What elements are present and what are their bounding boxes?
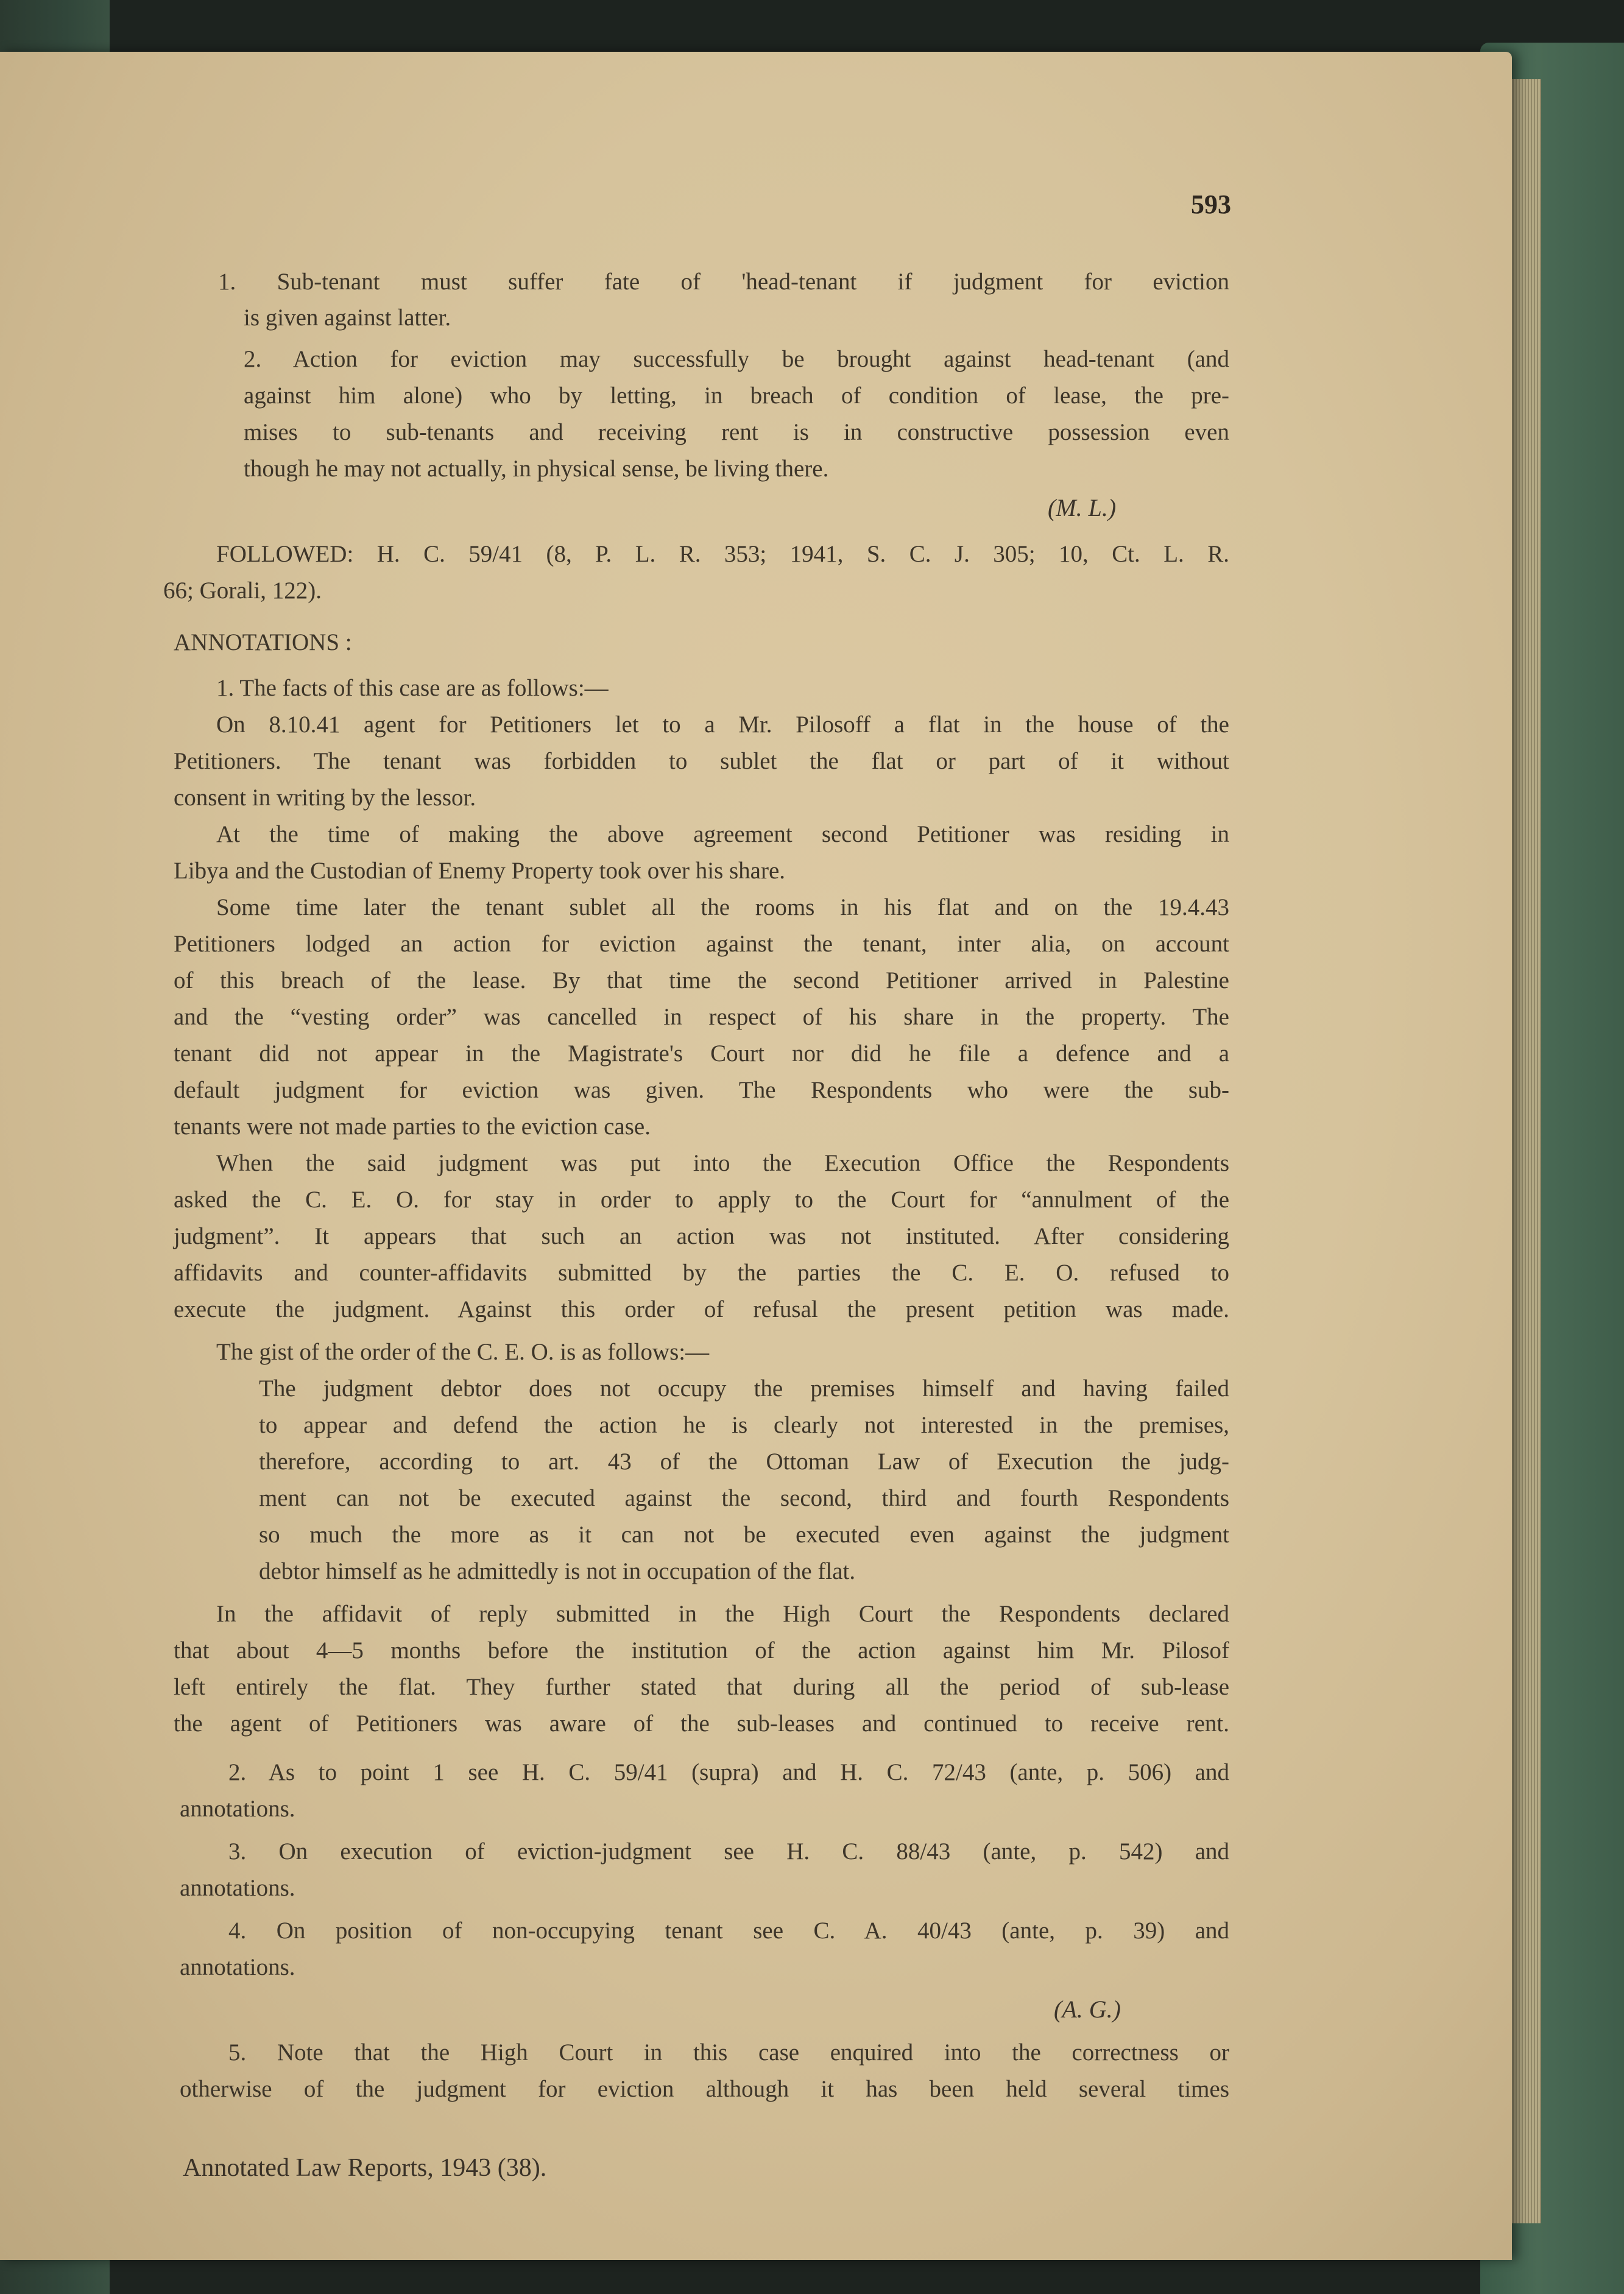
holding-2-line-3: mises to sub-tenants and receiving rent is in constructive possession even: [244, 419, 1229, 445]
annotation-7-line-3: therefore, according to art. 43 of the Ottoman Law of Execution the judg-: [259, 1449, 1229, 1475]
holding-2-line-4: though he may not actually, in physical sense, be living there.: [244, 456, 829, 482]
annotations-heading: ANNOTATIONS :: [174, 629, 352, 655]
annotation-6: The gist of the order of the C. E. O. is as follows:—: [216, 1339, 710, 1365]
followed-line-2: 66; Gorali, 122).: [163, 577, 322, 604]
annotation-8-line-4: the agent of Petitioners was aware of the sub-leases and continued to receive rent.: [174, 1710, 1229, 1737]
annotation-5-line-5: execute the judgment. Against this order of refusal the present petition was made.: [174, 1296, 1229, 1322]
holding-1-line-1: 1. Sub-tenant must suffer fate of 'head-tenant if judgment for eviction: [218, 269, 1229, 295]
page-number: 593: [1191, 189, 1231, 219]
annotation-3-line-1: At the time of making the above agreement second Petitioner was residing in: [216, 821, 1229, 847]
annotation-4-line-6: default judgment for eviction was given. The Respondents who were the sub-: [174, 1077, 1229, 1103]
annotation-3-line-2: Libya and the Custodian of Enemy Property took over his share.: [174, 858, 786, 884]
annotation-4-line-5: tenant did not appear in the Magistrate's Court nor did he file a defence and a: [174, 1040, 1229, 1067]
book-page: [0, 52, 1512, 2260]
footer: Annotated Law Reports, 1943 (38).: [183, 2154, 547, 2182]
annotation-10-line-2: annotations.: [180, 1875, 295, 1901]
annotation-4-line-4: and the “vesting order” was cancelled in respect of his share in the property. The: [174, 1004, 1229, 1030]
holding-1-line-2: is given against latter.: [244, 305, 451, 331]
holding-2-line-2: against him alone) who by letting, in breach of condition of lease, the pre-: [244, 383, 1229, 409]
annotation-2-line-2: Petitioners. The tenant was forbidden to sublet the flat or part of it without: [174, 748, 1229, 774]
annotation-2-line-3: consent in writing by the lessor.: [174, 785, 476, 811]
annotation-11-line-1: 4. On position of non-occupying tenant see C. A. 40/43 (ante, p. 39) and: [228, 1918, 1229, 1944]
annotation-5-line-3: judgment”. It appears that such an action was not instituted. After considering: [174, 1223, 1229, 1249]
annotation-10-line-1: 3. On execution of eviction-judgment see H. C. 88/43 (ante, p. 542) and: [228, 1838, 1229, 1865]
annotation-8-line-2: that about 4—5 months before the institution of the action against him Mr. Pilosof: [174, 1637, 1229, 1664]
annotation-2-line-1: On 8.10.41 agent for Petitioners let to a Mr. Pilosoff a flat in the house of the: [216, 711, 1229, 738]
annotation-1: 1. The facts of this case are as follows:—: [216, 675, 609, 701]
annotation-12-line-2: otherwise of the judgment for eviction although it has been held several times: [180, 2076, 1229, 2102]
annotation-5-line-1: When the said judgment was put into the Execution Office the Respondents: [216, 1150, 1229, 1176]
annotation-4-line-7: tenants were not made parties to the eviction case.: [174, 1113, 651, 1140]
annotation-7-line-2: to appear and defend the action he is clearly not interested in the premises,: [259, 1412, 1229, 1438]
annotation-9-line-1: 2. As to point 1 see H. C. 59/41 (supra) and H. C. 72/43 (ante, p. 506) and: [228, 1759, 1229, 1785]
annotation-7-line-5: so much the more as it can not be executed even against the judgment: [259, 1522, 1229, 1548]
annotation-11-line-2: annotations.: [180, 1954, 295, 1980]
annotation-7-line-1: The judgment debtor does not occupy the premises himself and having failed: [259, 1375, 1229, 1402]
annotation-8-line-3: left entirely the flat. They further stated that during all the period of sub-lease: [174, 1674, 1229, 1700]
followed-line-1: FOLLOWED: H. C. 59/41 (8, P. L. R. 353; 1941, S. C. J. 305; 10, Ct. L. R.: [216, 541, 1229, 567]
annotation-4-line-3: of this breach of the lease. By that time the second Petitioner arrived in Palestine: [174, 967, 1229, 993]
annotation-5-line-4: affidavits and counter-affidavits submitted by the parties the C. E. O. refused to: [174, 1260, 1229, 1286]
annotation-4-line-2: Petitioners lodged an action for eviction against the tenant, inter alia, on account: [174, 931, 1229, 957]
annotation-12-line-1: 5. Note that the High Court in this case enquired into the correctness or: [228, 2039, 1229, 2066]
annotation-initials: (A. G.): [1054, 1996, 1121, 2023]
annotation-7-line-4: ment can not be executed against the second, third and fourth Respondents: [259, 1485, 1229, 1511]
annotation-4-line-1: Some time later the tenant sublet all the rooms in his flat and on the 19.4.43: [216, 894, 1229, 920]
holding-2-line-1: 2. Action for eviction may successfully be brought against head-tenant (and: [244, 346, 1229, 372]
holding-initials: (M. L.): [1048, 494, 1117, 521]
annotation-9-line-2: annotations.: [180, 1796, 295, 1822]
annotation-7-line-6: debtor himself as he admittedly is not in occupation of the flat.: [259, 1558, 856, 1584]
annotation-5-line-2: asked the C. E. O. for stay in order to apply to the Court for “annulment of the: [174, 1187, 1229, 1213]
annotation-8-line-1: In the affidavit of reply submitted in the High Court the Respondents declared: [216, 1601, 1229, 1627]
